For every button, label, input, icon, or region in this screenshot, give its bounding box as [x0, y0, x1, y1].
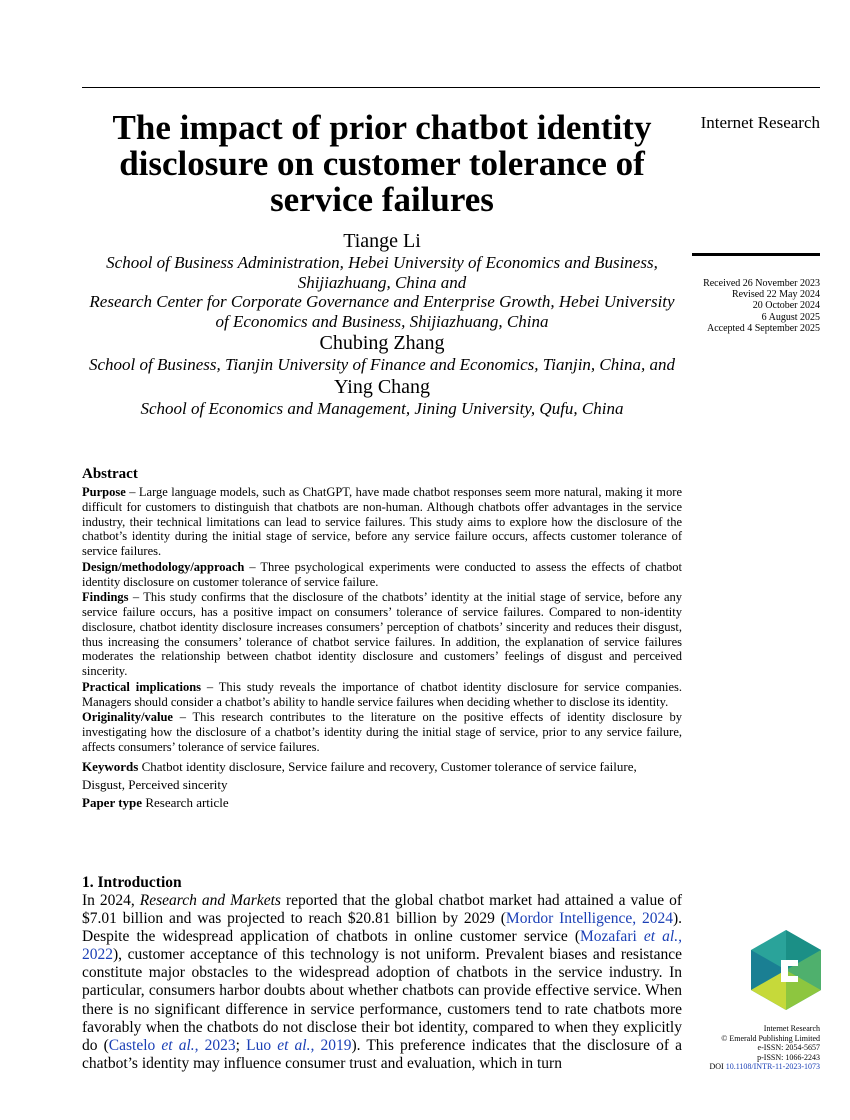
paper-type: [82, 794, 682, 812]
author-affiliation: Research Center for Corporate Governance and Enterprise Growth, Hebei University of Economics and Business, Shijiazhuang, China: [89, 292, 675, 331]
abstract-originality: [82, 710, 682, 754]
author-name: Ying Chang: [333, 375, 431, 398]
top-rule: [82, 87, 820, 88]
abstract-purpose: [82, 485, 682, 559]
author-name: Chubing Zhang: [319, 332, 445, 354]
emerald-logo-icon: [751, 930, 821, 1010]
publication-info: [660, 1024, 820, 1072]
pubinfo-pissn: p-ISSN: 1066-2243: [757, 1052, 820, 1062]
abstract-findings: [82, 590, 682, 679]
citation-link[interactable]: Luo et al., 2019: [246, 1036, 352, 1054]
abstract-label: Purpose: [82, 485, 126, 499]
intro-text: reported that the global chatbot market had attained a value of $7.01 billion and was projected to reach $20.81 billion by 2029 (: [82, 892, 682, 928]
journal-name: Internet Research: [700, 113, 820, 132]
abstract-label: Originality/value: [82, 710, 173, 725]
pubinfo-eissn: e-ISSN: 2054-5657: [757, 1043, 820, 1053]
author-block: [82, 229, 682, 418]
intro-text: ). This preference indicates that the disclosure of a chatbot’s identity may influence consumer trust and evaluation, which in turn: [82, 1036, 683, 1072]
date-received: Received 26 November 2023: [703, 278, 820, 289]
keywords: [82, 758, 682, 794]
article-dates: [660, 278, 820, 334]
intro-text: In 2024,: [82, 892, 140, 909]
sidebar-rule: [692, 253, 820, 256]
abstract-label: Findings: [82, 590, 129, 605]
intro-text: ). Despite the widespread application of chatbots in online customer service (: [82, 910, 682, 946]
abstract: [82, 465, 682, 812]
author-affiliation: School of Business Administration, Hebei University of Economics and Business, Shijiazhuang, China and: [106, 253, 658, 292]
pubinfo-doi: [660, 1062, 820, 1072]
paper-type-label: Paper type: [82, 794, 143, 810]
date-revised: Revised 22 May 2024: [731, 289, 820, 301]
author-affiliation: School of Economics and Management, Jining University, Qufu, China: [140, 398, 624, 418]
doi-label: DOI: [709, 1062, 726, 1072]
intro-text: ), customer acceptance of this technology is not uniform. Prevalent biases and resistance constitute major obstacles to the widespread adoption of chatbots in the service industry. In particular, consumers harbor doubts about whether chatbots can provide effective service. When there is no significant difference in service performance, customers tend to rate chatbots more favorably when the chatbots do not disclose their bot identity, compared to when they explicitly do (: [82, 946, 682, 1054]
intro-paragraph: [82, 892, 682, 1073]
abstract-design: [82, 560, 682, 590]
pubinfo-publisher: © Emerald Publishing Limited: [721, 1033, 820, 1043]
citation-link[interactable]: Mozafari et al., 2022: [82, 928, 682, 964]
author-name: Tiange Li: [343, 230, 421, 252]
pubinfo-journal: Internet Research: [763, 1024, 820, 1033]
abstract-heading: Abstract: [82, 466, 138, 482]
date-revised-2: 20 October 2024: [752, 300, 820, 312]
section-heading: 1. Introduction: [82, 874, 182, 891]
abstract-text: – This study reveals the importance of chatbot identity disclosure for service companies. Managers should consider a chatbot’s ability to handle service failures when deciding whether to disclose its identity.: [82, 679, 682, 709]
abstract-label: Design/methodology/approach: [82, 559, 245, 574]
abstract-label: Practical implications: [82, 679, 202, 694]
abstract-text: – Three psychological experiments were conducted to assess the effects of chatbot identity disclosure on customer tolerance of service failure.: [82, 559, 682, 589]
keywords-label: Keywords: [82, 758, 139, 774]
paper-type-text: Research article: [145, 794, 229, 810]
abstract-practical: [82, 680, 682, 710]
date-revised-3: 6 August 2025: [761, 311, 820, 323]
date-accepted: Accepted 4 September 2025: [706, 322, 820, 334]
intro-text: ;: [235, 1036, 247, 1054]
keywords-text: Chatbot identity disclosure, Service failure and recovery, Customer tolerance of service failure, Disgust, Perceived sincerity: [82, 758, 637, 792]
abstract-text: – This research contributes to the literature on the positive effects of identity disclosure by investigating how the disclosure of a chatbot’s identity during the initial stage of service, prior to any service failure, affects consumers’ tolerance of service failures.: [82, 710, 682, 754]
introduction-section: [82, 874, 682, 1073]
citation-link[interactable]: Castelo et al., 2023: [108, 1036, 236, 1054]
article-title: The impact of prior chatbot identity disclosure on customer tolerance of service failures: [112, 108, 652, 219]
citation-link[interactable]: Mordor Intelligence, 2024: [505, 910, 673, 928]
author-affiliation: School of Business, Tianjin University of Finance and Economics, Tianjin, China, and: [88, 355, 675, 374]
doi-link[interactable]: 10.1108/INTR-11-2023-1073: [725, 1062, 820, 1072]
abstract-text: – This study confirms that the disclosure of the chatbots’ identity at the initial stage of service, before any service failure occurs, has a positive impact on consumers’ tolerance of service failures. Compared to non-identity disclosure, chatbot identity disclosure increases consumers’ perception of chatbots’ sincerity and reduces their disgust, thus increasing the consumers’ tolerance of chatbot service failures. In addition, the explanation of service failures moderates the relationship between chatbot identity disclosure and customers’ feelings of disgust and perceived sincerity.: [82, 590, 682, 678]
intro-italic: Research and Markets: [139, 892, 281, 909]
abstract-text: – Large language models, such as ChatGPT, have made chatbot responses seem more natural, making it more difficult for customers to distinguish that chatbots are non-human. Although chatbots offer advantages in the service industry, their technical limitations can lead to service failures. This study aims to explore how the disclosure of the chatbot’s identity during the initial stage of service, before any service failure occurs, affects customer tolerance of service failures.: [82, 485, 682, 558]
